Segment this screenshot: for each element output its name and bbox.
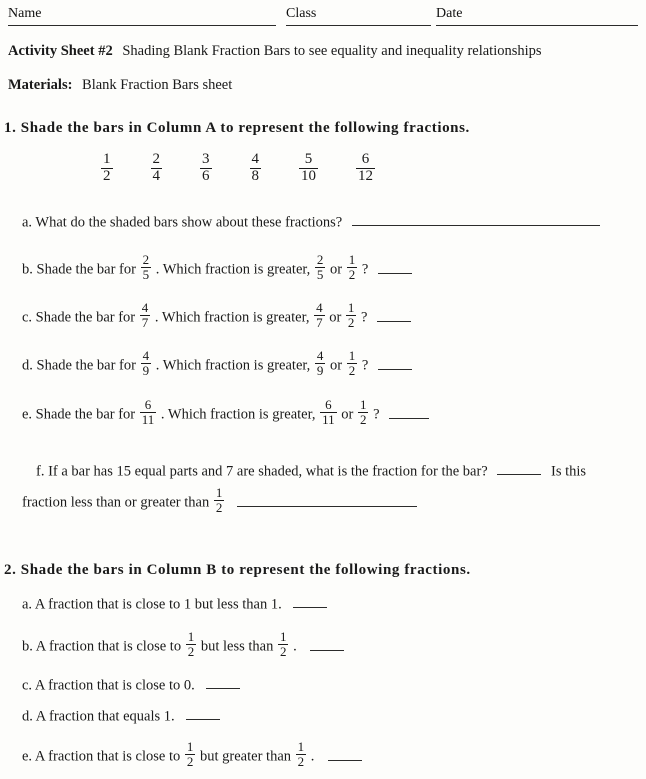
q2e-mid: but greater than — [200, 748, 292, 765]
fraction-numerator: 4 — [141, 300, 149, 316]
fraction-numerator: 3 — [202, 151, 210, 167]
fraction-denominator: 9 — [316, 362, 324, 378]
q1c-answer-blank[interactable] — [377, 308, 411, 321]
q2c-text: c. A fraction that is close to 0. — [22, 677, 195, 694]
fraction-numerator: 4 — [316, 300, 323, 316]
q1b-fraction-2 — [315, 253, 326, 281]
q2b-fraction-2 — [278, 630, 289, 658]
fraction-denominator: 2 — [186, 753, 194, 769]
fraction-numerator: 1 — [279, 629, 287, 645]
q1-heading: 1. Shade the bars in Column A to represent the following fractions. — [4, 120, 470, 136]
fraction-item — [356, 152, 375, 185]
q1d-fraction — [141, 349, 152, 377]
q1f-text-1-tail: Is this — [550, 463, 587, 480]
q1c-or: or — [329, 309, 342, 326]
fraction-denominator: 12 — [358, 167, 373, 184]
fraction-numerator: 6 — [144, 397, 152, 413]
q2a-text: a. A fraction that is close to 1 but less than 1. — [22, 596, 282, 613]
q1e-fraction — [140, 398, 157, 426]
fraction-denominator: 11 — [141, 411, 155, 427]
fraction-denominator: 8 — [251, 167, 259, 184]
q1a-answer-blank[interactable] — [352, 213, 600, 226]
fraction-numerator: 4 — [251, 151, 259, 167]
q1d-fraction-3 — [347, 349, 358, 377]
q1b-question-mark: ? — [361, 261, 369, 278]
q1a-line — [22, 213, 600, 233]
q2c-answer-blank[interactable] — [206, 676, 240, 689]
fraction-denominator: 9 — [142, 362, 150, 378]
fraction-item — [299, 152, 318, 185]
q1e-or: or — [341, 406, 354, 423]
q1b-prefix: b. Shade the bar for — [22, 261, 136, 278]
q1c-prefix: c. Shade the bar for — [22, 309, 136, 326]
class-label: Class — [286, 6, 317, 21]
fraction-numerator: 5 — [304, 151, 313, 167]
q1f-text-1: f. If a bar has 15 equal parts and 7 are shaded, what is the fraction for the bar? — [36, 463, 488, 480]
q1b-line — [22, 252, 412, 283]
q1c-fraction — [140, 301, 151, 329]
fraction-item — [101, 152, 113, 185]
q1d-line — [22, 348, 412, 379]
fraction-numerator: 1 — [186, 739, 194, 755]
q1e-mid: . Which fraction is greater, — [160, 406, 316, 423]
date-rule — [436, 25, 638, 26]
q2b-period: . — [293, 638, 297, 655]
fraction-denominator: 6 — [202, 167, 210, 184]
fraction-denominator: 10 — [301, 167, 316, 184]
q1c-mid: . Which fraction is greater, — [154, 309, 310, 326]
fraction-numerator: 1 — [348, 348, 356, 364]
name-label: Name — [8, 6, 42, 21]
fraction-numerator: 6 — [361, 151, 370, 167]
q2d-answer-blank[interactable] — [186, 707, 220, 720]
q1d-prefix: d. Shade the bar for — [22, 357, 136, 374]
fraction-denominator: 5 — [142, 266, 150, 282]
q1e-fraction-2 — [320, 398, 337, 426]
q1e-answer-blank[interactable] — [389, 405, 429, 418]
q2b-mid: but less than — [200, 638, 274, 655]
q1c-fraction-3 — [346, 301, 357, 329]
q1e-prefix: e. Shade the bar for — [22, 406, 136, 423]
fraction-numerator: 1 — [215, 485, 223, 501]
fraction-denominator: 2 — [103, 167, 111, 184]
q1e-line — [22, 397, 429, 428]
activity-title-bold: Activity Sheet #2 — [8, 43, 113, 59]
q1b-fraction-3 — [347, 253, 358, 281]
q2b-line — [22, 629, 344, 660]
q2b-answer-blank[interactable] — [310, 637, 344, 650]
fraction-denominator: 2 — [297, 753, 305, 769]
fraction-item — [250, 152, 262, 185]
q1e-question-mark: ? — [373, 406, 380, 423]
q1c-line — [22, 300, 411, 331]
q1e-fraction-3 — [358, 398, 369, 426]
fraction-denominator: 2 — [187, 643, 195, 659]
fraction-numerator: 4 — [142, 348, 150, 364]
q1b-mid: . Which fraction is greater, — [155, 261, 311, 278]
fraction-numerator: 1 — [103, 151, 111, 167]
q2d-text: d. A fraction that equals 1. — [22, 708, 175, 725]
q2c-line — [22, 676, 240, 696]
q1f-answer-blank-1[interactable] — [497, 462, 541, 475]
fraction-denominator: 2 — [279, 643, 287, 659]
name-rule — [8, 25, 276, 26]
materials-label: Materials: — [8, 77, 73, 93]
activity-title-rest: Shading Blank Fraction Bars to see equality and inequality relationships — [122, 43, 542, 59]
q2-heading: 2. Shade the bars in Column B to represent the following fractions. — [4, 562, 471, 578]
q2e-prefix: e. A fraction that is close to — [22, 748, 181, 765]
q1f-answer-blank-2[interactable] — [237, 493, 417, 506]
fraction-item — [200, 152, 212, 185]
q2e-fraction-2 — [296, 740, 307, 768]
materials-value: Blank Fraction Bars sheet — [82, 77, 233, 93]
header-row — [8, 6, 638, 28]
q2e-line — [22, 739, 362, 770]
q1-fraction-list — [100, 152, 376, 185]
q1f-line-2 — [22, 485, 417, 516]
q2e-period: . — [310, 748, 315, 765]
fraction-numerator: 1 — [359, 397, 367, 413]
fraction-denominator: 2 — [348, 266, 356, 282]
q1f-line-1 — [36, 462, 586, 482]
q1a-text: a. What do the shaded bars show about these fractions? — [22, 214, 343, 231]
fraction-denominator: 2 — [347, 314, 355, 330]
q1c-fraction-2 — [314, 301, 325, 329]
q2b-prefix: b. A fraction that is close to — [22, 638, 182, 655]
fraction-numerator: 2 — [152, 151, 160, 167]
fraction-numerator: 1 — [348, 252, 356, 268]
fraction-denominator: 2 — [348, 362, 356, 378]
q2a-line — [22, 595, 327, 615]
fraction-numerator: 4 — [316, 348, 324, 364]
q1b-fraction — [141, 253, 152, 281]
q2e-fraction — [185, 740, 196, 768]
activity-title — [8, 42, 542, 62]
fraction-denominator: 7 — [316, 314, 323, 330]
fraction-numerator: 1 — [187, 629, 195, 645]
q2e-answer-blank[interactable] — [328, 747, 362, 760]
q2a-answer-blank[interactable] — [293, 595, 327, 608]
q1d-answer-blank[interactable] — [378, 356, 412, 369]
q1b-or: or — [330, 261, 343, 278]
fraction-item — [151, 152, 163, 185]
materials-line — [8, 76, 232, 96]
fraction-denominator: 7 — [141, 314, 149, 330]
q1d-or: or — [330, 357, 343, 374]
fraction-numerator: 6 — [325, 397, 332, 413]
q1f-text-2: fraction less than or greater than — [22, 494, 210, 511]
q1c-question-mark: ? — [361, 309, 368, 326]
q1d-question-mark: ? — [361, 357, 369, 374]
q1f-fraction — [214, 486, 225, 514]
fraction-denominator: 4 — [152, 167, 160, 184]
q1d-fraction-2 — [315, 349, 326, 377]
date-label: Date — [436, 6, 463, 21]
q2d-line — [22, 707, 220, 727]
q2b-fraction — [186, 630, 197, 658]
q1b-answer-blank[interactable] — [378, 260, 412, 273]
fraction-denominator: 5 — [316, 266, 324, 282]
q1d-mid: . Which fraction is greater, — [155, 357, 311, 374]
fraction-numerator: 1 — [297, 739, 305, 755]
fraction-numerator: 2 — [316, 252, 324, 268]
fraction-denominator: 2 — [359, 411, 367, 427]
fraction-denominator: 2 — [215, 499, 223, 515]
fraction-numerator: 1 — [347, 300, 355, 316]
class-rule — [286, 25, 431, 26]
fraction-numerator: 2 — [142, 252, 150, 268]
fraction-denominator: 11 — [322, 411, 335, 427]
